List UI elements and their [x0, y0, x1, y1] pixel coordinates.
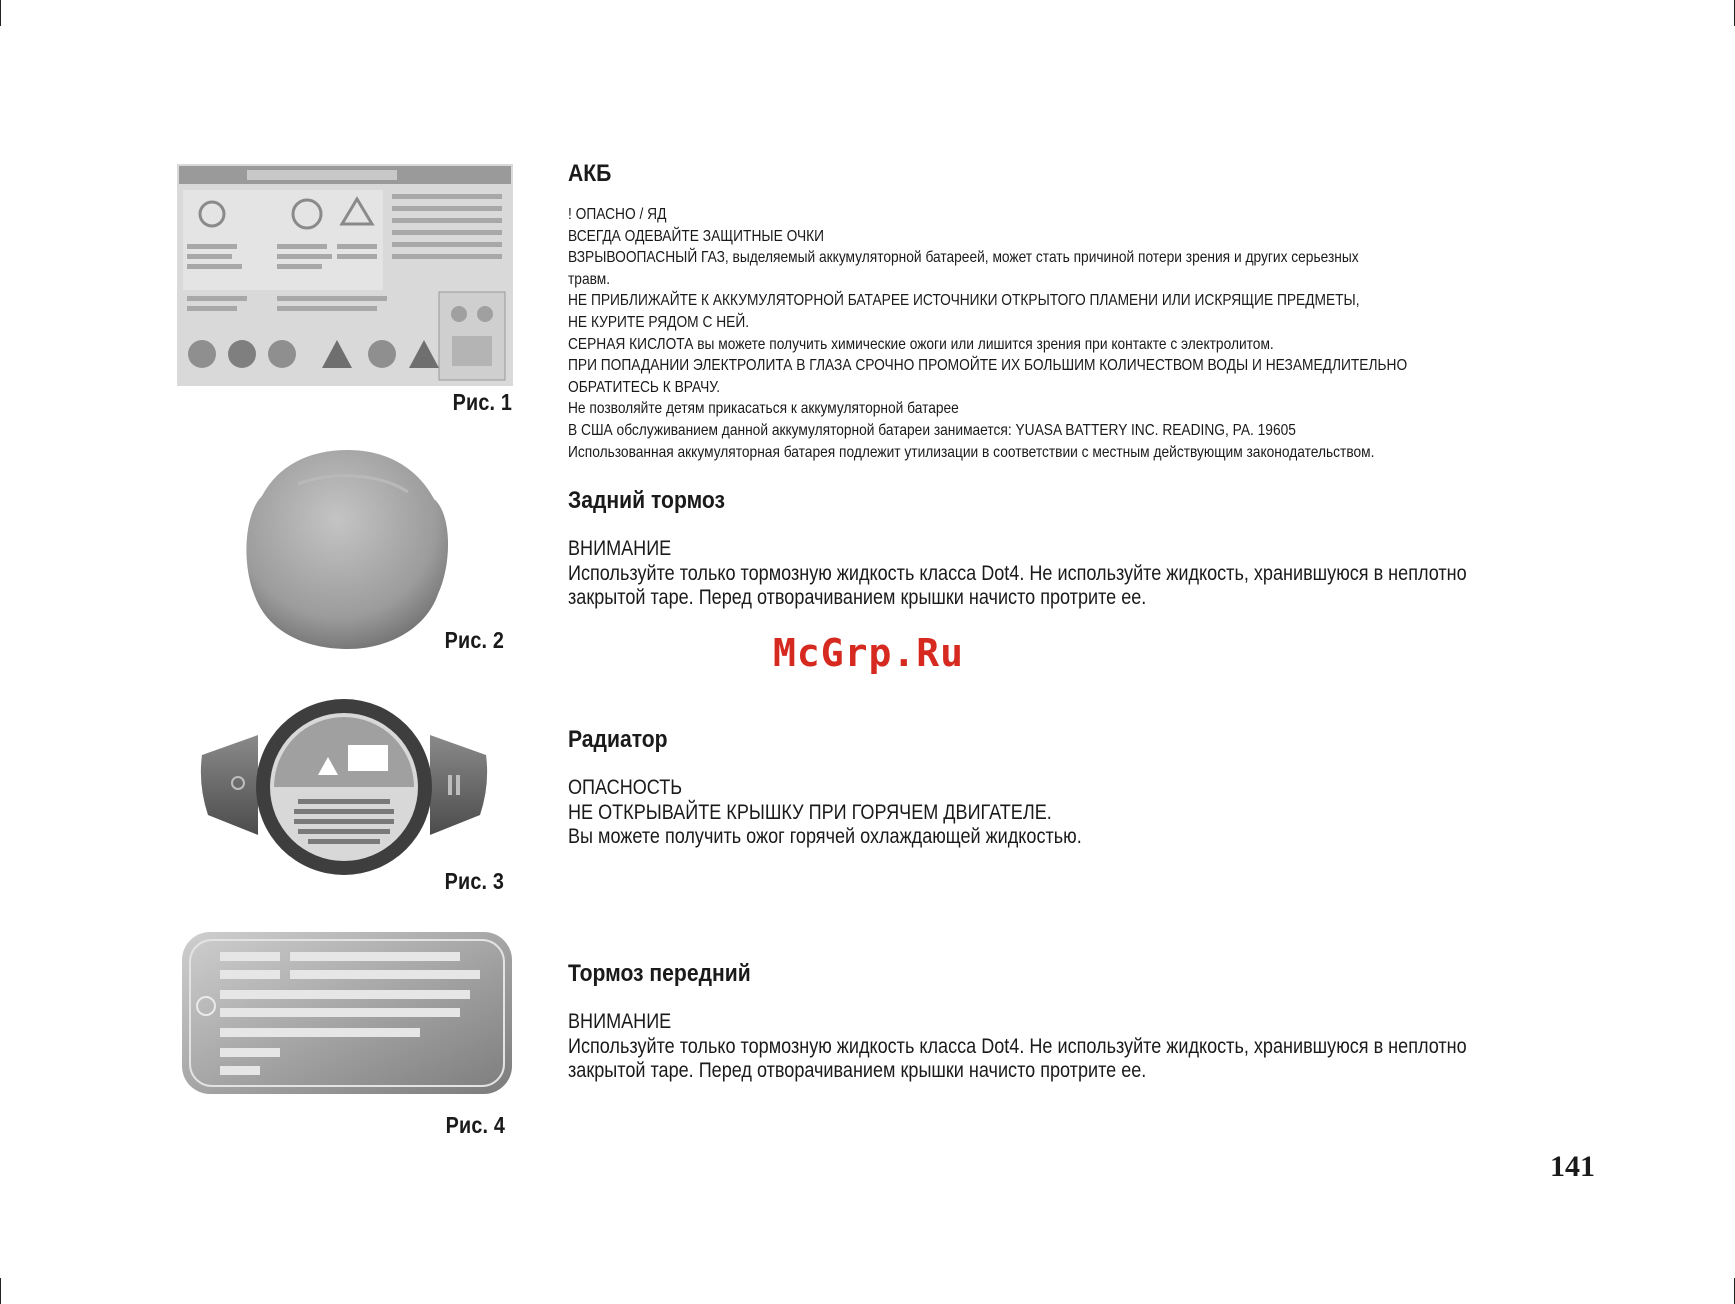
front-brake-line: Используйте только тормозную жидкость класса Dot4. Не используйте жидкость, хранившуюся в неплотно [568, 1034, 1467, 1058]
battery-line: травм. [568, 270, 611, 288]
front-brake-heading: Тормоз передний [568, 960, 751, 987]
battery-line: НЕ КУРИТЕ РЯДОМ С НЕЙ. [568, 313, 750, 331]
battery-line: В США обслуживанием данной аккумуляторной батареи занимается: YUASA BATTERY INC. READING, PA. 19605 [568, 421, 1296, 439]
figure-2-caption: Рис. 2 [444, 627, 504, 653]
radiator-line: НЕ ОТКРЫВАЙТЕ КРЫШКУ ПРИ ГОРЯЧЕМ ДВИГАТЕЛЕ. [568, 800, 1052, 824]
figure-3-caption: Рис. 3 [444, 868, 504, 894]
rear-brake-cap-image [238, 444, 458, 654]
radiator-line: Вы можете получить ожог горячей охлаждающей жидкостью. [568, 825, 1082, 848]
radiator-cap-image [198, 695, 490, 877]
battery-section [568, 160, 1588, 463]
front-brake-section [568, 960, 1588, 1084]
page-number: 141 [1550, 1150, 1595, 1183]
battery-warning-label-image [177, 164, 513, 386]
radiator-text [568, 776, 1566, 850]
front-brake-line: закрытой таре. Перед отворачиванием крышки начисто протрите ее. [568, 1059, 1147, 1082]
rear-brake-heading: Задний тормоз [568, 487, 726, 514]
crop-mark [0, 1278, 1, 1304]
rear-brake-line: Используйте только тормозную жидкость класса Dot4. Не используйте жидкость, хранившуюся в неплотно [568, 561, 1467, 585]
rear-brake-line: ВНИМАНИЕ [568, 537, 672, 560]
front-brake-cap-image [180, 930, 514, 1096]
radiator-heading: Радиатор [568, 726, 668, 753]
battery-line: ! ОПАСНО / ЯД [568, 206, 667, 223]
crop-mark [0, 0, 1, 26]
battery-line: НЕ ПРИБЛИЖАЙТЕ К АККУМУЛЯТОРНОЙ БАТАРЕЕ ИСТОЧНИКИ ОТКРЫТОГО ПЛАМЕНИ ИЛИ ИСКРЯЩИЕ ПРЕДМЕТЫ, [568, 292, 1360, 310]
rear-brake-text [568, 537, 1566, 611]
watermark-link[interactable]: McGrp.Ru [773, 631, 965, 675]
battery-line: Использованная аккумуляторная батарея подлежит утилизации в соответствии с местным действующим законодательством. [568, 443, 1375, 461]
battery-heading: АКБ [568, 160, 612, 187]
radiator-section [568, 726, 1588, 850]
battery-line: ВСЕГДА ОДЕВАЙТЕ ЗАЩИТНЫЕ ОЧКИ [568, 227, 825, 245]
battery-warning-text [568, 204, 1566, 463]
front-brake-text [568, 1010, 1566, 1084]
battery-line: ОБРАТИТЕСЬ К ВРАЧУ. [568, 378, 721, 396]
figure-1-caption: Рис. 1 [452, 389, 512, 415]
rear-brake-line: закрытой таре. Перед отворачиванием крышки начисто протрите ее. [568, 586, 1147, 609]
figure-4-caption: Рис. 4 [445, 1112, 505, 1138]
battery-line: ВЗРЫВООПАСНЫЙ ГАЗ, выделяемый аккумуляторной батареей, может стать причиной потери зрения и других серьезных [568, 249, 1359, 267]
rear-brake-section [568, 487, 1588, 611]
radiator-line: ОПАСНОСТЬ [568, 776, 683, 799]
battery-line: СЕРНАЯ КИСЛОТА вы можете получить химические ожоги или лишится зрения при контакте с электролитом. [568, 335, 1274, 353]
battery-line: Не позволяйте детям прикасаться к аккумуляторной батарее [568, 400, 959, 418]
battery-line: ПРИ ПОПАДАНИИ ЭЛЕКТРОЛИТА В ГЛАЗА СРОЧНО ПРОМОЙТЕ ИХ БОЛЬШИМ КОЛИЧЕСТВОМ ВОДЫ И НЕЗАМЕДЛИТЕЛЬНО [568, 357, 1408, 375]
front-brake-line: ВНИМАНИЕ [568, 1010, 672, 1033]
